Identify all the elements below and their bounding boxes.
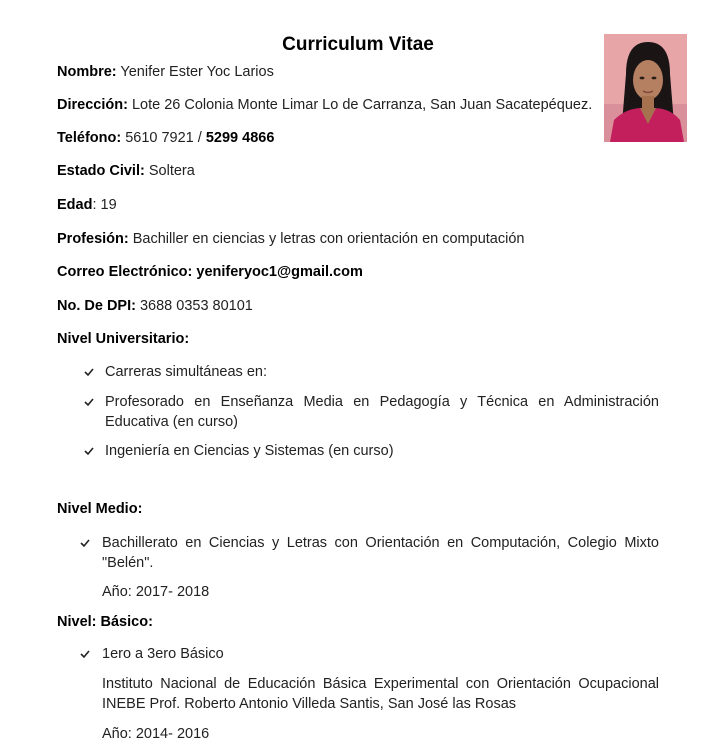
info-label: Edad [57,197,93,213]
info-label: Teléfono: [57,130,122,146]
info-label: Correo Electrónico: [57,264,197,280]
profile-photo [604,34,687,142]
section-heading-text: Nivel Medio: [57,501,143,517]
checkmark-icon [84,397,94,407]
school-text: Instituto Nacional de Educación Básica Experimental con Orientación Ocupacional INEBE Prof. Roberto Antonio Villeda Santis, San José las Rosas [102,676,659,712]
checkmark-icon [84,446,94,456]
page-title: Curriculum Vitae [282,34,434,55]
profile-photo-icon [604,34,687,142]
year-text: Año: 2017- 2018 [102,584,210,600]
info-value: Soltera [148,163,195,179]
info-value: Yenifer Ester Yoc Larios [120,64,274,80]
checkmark-icon [84,367,94,377]
info-row-profesion [57,230,524,248]
info-row-nombre [57,63,274,81]
checkmark-icon [80,538,90,548]
info-label: No. De DPI: [57,298,136,314]
info-label: Profesión: [57,231,129,247]
info-value: Lote 26 Colonia Monte Limar Lo de Carranza, San Juan Sacatepéquez. [131,97,593,113]
info-value-bold: 5299 4866 [205,130,275,146]
section-heading-universitario [57,330,189,348]
info-row-direccion [57,96,592,114]
info-label: Nombre: [57,64,117,80]
section-heading-medio [57,500,142,518]
section-heading-text: Nivel Universitario: [57,331,190,347]
list-item: Profesorado en Enseñanza Media en Pedagogía y Técnica en Administración Educativa (en curso) [105,394,659,430]
info-row-dpi [57,297,253,315]
list-item: 1ero a 3ero Básico [102,646,224,662]
list-item: Ingeniería en Ciencias y Sistemas (en curso) [105,443,394,459]
info-row-correo [57,263,363,281]
info-value: Bachiller en ciencias y letras con orientación en computación [132,231,525,247]
list-item: Bachillerato en Ciencias y Letras con Orientación en Computación, Colegio Mixto "Belén". [102,535,659,571]
info-row-telefono [57,129,274,147]
info-row-edad [57,196,117,214]
info-value: : 19 [92,197,117,213]
info-row-estado-civil [57,162,195,180]
info-label: Estado Civil: [57,163,145,179]
checkmark-icon [80,649,90,659]
section-heading-text: Nivel: Básico: [57,614,153,630]
email-link[interactable]: yeniferyoc1@gmail.com [196,264,363,280]
list-item: Carreras simultáneas en: [105,364,267,380]
year-text: Año: 2014- 2016 [102,726,210,742]
section-heading-basico [57,613,153,631]
info-label: Dirección: [57,97,128,113]
info-value: 3688 0353 80101 [139,298,253,314]
info-value: 5610 7921 / [125,130,206,146]
